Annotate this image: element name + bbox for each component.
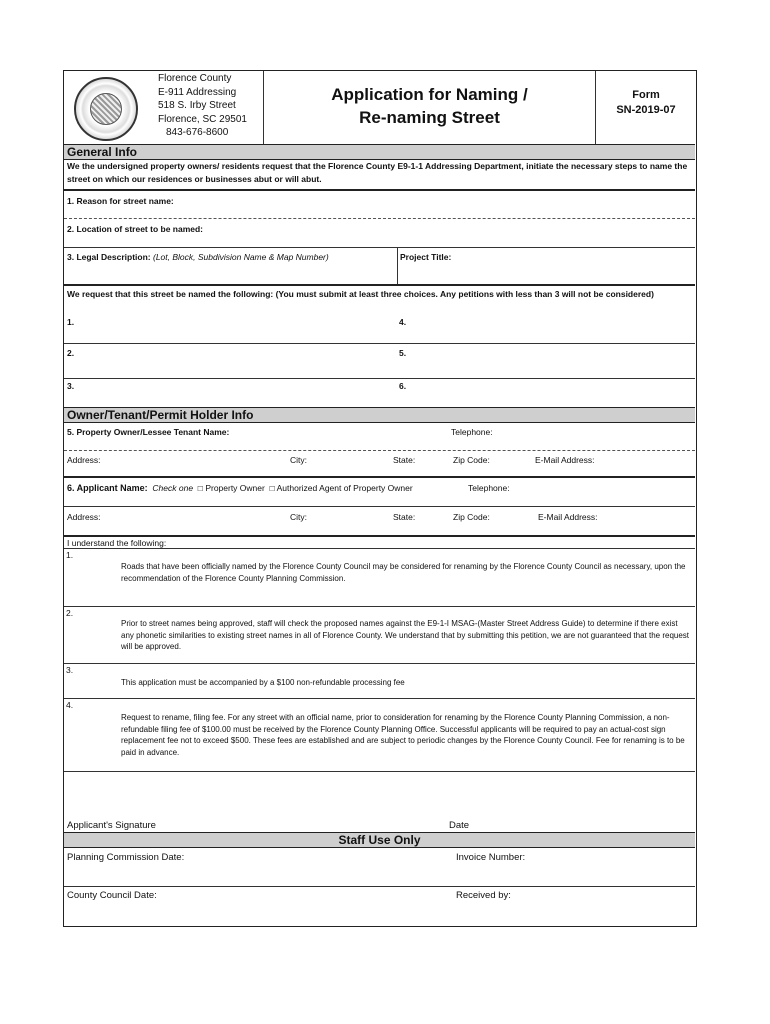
owner-name-label: 5. Property Owner/Lessee Tenant Name: [67, 427, 230, 437]
application-form [63, 70, 697, 927]
county-address-block [158, 72, 247, 140]
signature-field[interactable] [64, 773, 448, 817]
choice-3-label: 3. [67, 381, 75, 391]
project-title-field[interactable] [398, 265, 695, 284]
authorized-agent-option: Authorized Agent of Property Owner [276, 483, 413, 493]
page-title [264, 83, 595, 129]
form-label: Form [632, 89, 660, 101]
item-1-number: 1. [66, 550, 74, 560]
owner-state-label: State: [393, 455, 416, 465]
applicant-address-label: Address: [67, 512, 101, 522]
received-by-label: Received by: [456, 890, 511, 901]
invoice-number-label: Invoice Number: [456, 852, 526, 863]
general-info-intro: We the undersigned property owners/ residents request that the Florence County E9-1-1 Addressing Department, initiate the necessary steps to name the street on which our residences or businesses abut or will abut. [67, 161, 688, 184]
choice-6-label: 6. [399, 381, 407, 391]
check-one-hint: Check one [152, 483, 194, 493]
choice-row-3-field[interactable] [64, 393, 695, 407]
choice-row-1-field[interactable] [64, 329, 695, 343]
legal-description-label-group [67, 252, 329, 262]
applicant-name-label: 6. Applicant Name: [67, 483, 148, 493]
planning-commission-date-field[interactable] [64, 864, 695, 886]
project-title-label: Project Title: [400, 252, 452, 262]
item-4-text: Request to rename, filing fee. For any street with an official name, prior to consideration for renaming by the Florence County Planning Commission, a non-refundable filing fee of $100.00 must be received by the Florence County Planning Office. Successful applicants will be required to pay an actual-cost sign replacement fee not to exceed $500. These fees are established and are subject to periodic changes by the Florence County Council. Fee for renaming is to be paid in advance. [121, 713, 685, 757]
owner-zip-label: Zip Code: [453, 455, 490, 465]
item-2-text: Prior to street names being approved, staff will check the proposed names against the E9-1-I MSAG-(Master Street Address Guide) to determine if there exist any phonetic similarities to existing street names in all of Florence County. We understand that by submitting this petition, we are not guaranteed that the request will be approved. [121, 619, 690, 651]
address-line: Florence County [158, 73, 232, 84]
checkbox-authorized-agent[interactable]: □ [269, 483, 275, 493]
legal-description-label: 3. Legal Description: [67, 252, 151, 262]
owner-email-label: E-Mail Address: [535, 455, 595, 465]
date-field[interactable] [449, 773, 695, 817]
owner-info-heading: Owner/Tenant/Permit Holder Info [64, 407, 695, 423]
owner-name-field[interactable] [64, 439, 695, 450]
date-label: Date [449, 820, 470, 831]
street-choices-intro: We request that this street be named the following: (You must submit at least three choices. Any petitions with less than 3 will not be considered) [67, 289, 654, 299]
legal-description-field[interactable] [64, 265, 397, 284]
choice-2-label: 2. [67, 348, 75, 358]
form-number-box [596, 88, 696, 118]
applicant-name-row [67, 483, 413, 493]
applicant-email-label: E-Mail Address: [538, 512, 598, 522]
owner-telephone-label: Telephone: [451, 427, 493, 437]
applicant-city-label: City: [290, 512, 307, 522]
title-line-1: Application for Naming / [331, 85, 528, 104]
planning-commission-date-label: Planning Commission Date: [67, 852, 185, 863]
understand-intro: I understand the following: [67, 538, 167, 548]
signature-label: Applicant's Signature [67, 820, 156, 831]
title-line-2: Re-naming Street [359, 108, 500, 127]
address-line: 518 S. Irby Street [158, 100, 236, 111]
legal-description-hint: (Lot, Block, Subdivision Name & Map Number) [152, 252, 329, 262]
owner-city-label: City: [290, 455, 307, 465]
item-3-number: 3. [66, 665, 74, 675]
applicant-state-label: State: [393, 512, 416, 522]
reason-field[interactable] [64, 209, 695, 218]
address-line: Florence, SC 29501 [158, 113, 247, 125]
address-line: E-911 Addressing [158, 86, 237, 98]
applicant-telephone-label: Telephone: [468, 483, 510, 493]
form-number: SN-2019-07 [616, 104, 676, 116]
reason-label: 1. Reason for street name: [67, 196, 174, 206]
general-info-heading: General Info [64, 144, 695, 160]
applicant-zip-label: Zip Code: [453, 512, 490, 522]
address-line: 843-676-8600 [166, 127, 229, 138]
checkbox-property-owner[interactable]: □ [197, 483, 203, 493]
choice-5-label: 5. [399, 348, 407, 358]
item-1-text: Roads that have been officially named by the Florence County Council may be considered for renaming by the Florence County Council as necessary, upon the recommendation of the Florence County Planning Commission. [121, 562, 686, 583]
county-council-date-field[interactable] [64, 902, 695, 924]
item-3-text: This application must be accompanied by a $100 non-refundable processing fee [121, 678, 405, 687]
item-4-number: 4. [66, 700, 74, 710]
owner-address-label: Address: [67, 455, 101, 465]
location-field[interactable] [64, 236, 695, 247]
applicant-name-field[interactable] [64, 495, 695, 506]
county-seal-logo [74, 77, 138, 141]
choice-1-label: 1. [67, 317, 75, 327]
item-2-number: 2. [66, 608, 74, 618]
choice-row-2-field[interactable] [64, 361, 695, 378]
property-owner-option: Property Owner [205, 483, 265, 493]
staff-use-heading: Staff Use Only [64, 832, 695, 848]
choice-4-label: 4. [399, 317, 407, 327]
county-council-date-label: County Council Date: [67, 890, 157, 901]
location-label: 2. Location of street to be named: [67, 224, 204, 234]
